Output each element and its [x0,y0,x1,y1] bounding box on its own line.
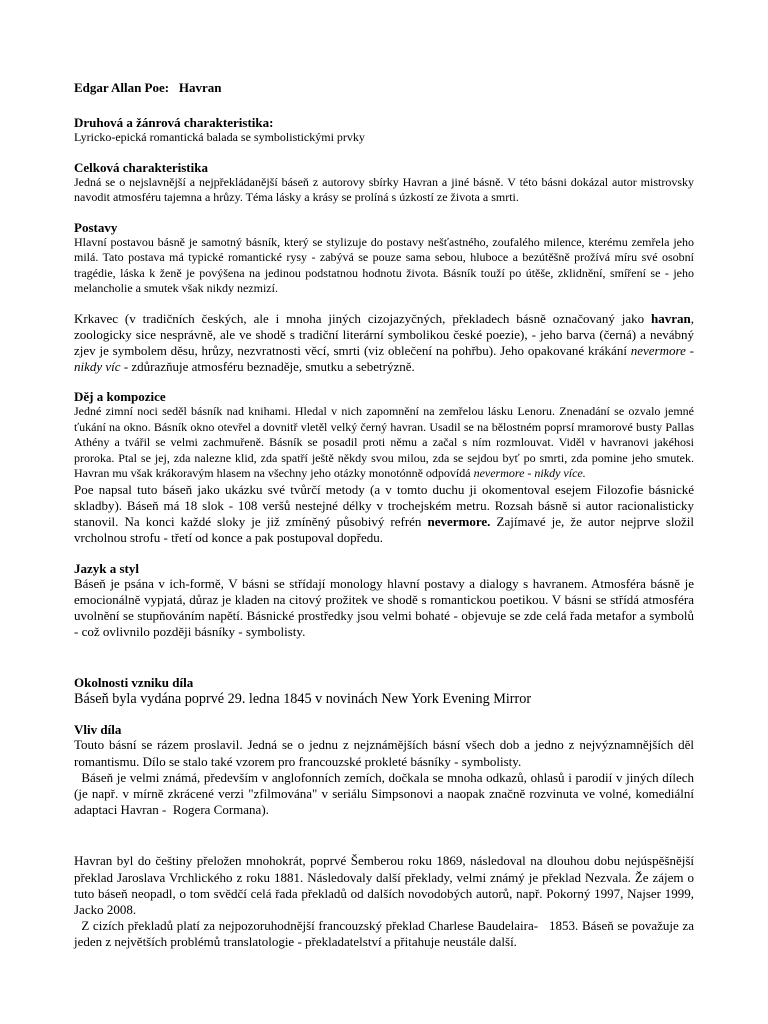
section-heading-jazyk: Jazyk a styl [74,560,139,576]
section-heading-okolnosti: Okolnosti vzniku díla [74,675,194,691]
section-heading-postavy: Postavy [74,219,118,235]
text-run: - zdůrazňuje atmosféru beznaděje, smutku a sebetrýzně. [120,359,415,375]
document-title: Edgar Allan Poe: Havran [74,80,222,95]
section-text-vliv-1: Touto básní se rázem proslavil. Jedná se o jednu z nejznámějších básní všech dob a jedno z nejvýznamnějších děl romantismu. Dílo se stalo také vzorem pro francouzské prokleté básníky - symbolisty. [74,737,694,769]
section-heading-dej: Děj a kompozice [74,389,166,405]
paragraph-krkavec [74,311,694,376]
section-text-dej-1 [74,404,694,482]
section-heading-celkova: Celková charakteristika [74,159,208,175]
text-run: Jedné zimní noci seděl básník nad knihami. Hledal v nich zapomnění na zemřelou lásku Lenoru. Znenadání se ozvalo jemné ťukání na okno. Básník okno otevřel a dovnitř vletěl velký černý havran. Usadil se na bělostném poprsí mramorové busty Pallas Athény a tvářil se velmi zachmuřeně. Básník se posadil proti němu a začal s ním rozmlouvat. Viděl v havranovi jakéhosi proroka. Ptal se jej, zda nalezne klid, zda spatří ještě někdy svou milou, zda se sejdou byť po smrti, zda pomine jeho smutek. Havran mu však krákoravým hlasem na všechny jeho otázky monotónně odpovídá [74,404,694,481]
section-text-vliv-2: Báseň je velmi známá, především v anglofonních zemích, dočkala se mnoha odkazů, ohlasů i parodií v jiných dílech (je např. v mírně zkrácené verzi "zfilmována" v seriálu Simpsonovi a naopak značně rozvinuta ve volné, komediální adaptaci Havran - Rogera Cormana). [74,769,698,818]
quote-nevermore: nevermore - nikdy více. [473,466,586,481]
section-text-jazyk: Báseň je psána v ich-formě, V básni se střídají monology hlavní postavy a dialogy s havranem. Atmosféra básně je emocionálně vypjatá, důraz je kladen na citový prožitek ve shodě s romantickou poetikou. V básni se střídá atmosféra uvolnění se stupňováním napětí. Básnické prostředky jsou velmi bohaté - objevuje se zde celá řada metafor a symbolů - což ovlivnilo později básníky - symbolisty. [74,575,694,640]
section-heading-druhova: Druhová a žánrová charakteristika: [74,115,274,130]
section-text-postavy: Hlavní postavou básně je samotný básník, který se stylizuje do postavy nešťastného, zoufalého milence, kterému zemřela jeho milá. Tato postava má typické romantické rysy - zabývá se pouze sama sebou, hluboce a bezútěšně prožívá míru své osobní tragédie, láska k ženě je povýšena na jedinou podstatnou hodnotu života. Básník touží po útěše, zklidnění, smíření se - jeho melancholie a smutek však nikdy nezmizí. [74,234,694,295]
keyword-havran: havran [651,310,691,326]
quote-nevermore: nevermore - nikdy víc [74,342,695,375]
section-text-celkova: Jedná se o nejslavnější a nejpřekládanější báseň z autorovy sbírky Havran a jiné básně. V této básni dokázal autor mistrovsky navodit atmosféru tajemna a hrůzy. Téma lásky a krásy se prolíná s úzkostí ze života a smrti. [74,174,694,204]
section-text-preklady-1: Havran byl do češtiny přeložen mnohokrát, poprvé Šemberou roku 1869, následoval na dlouhou dobu nejúspěšnější překlad Jaroslava Vrchlického z roku 1881. Následovaly další překlady, velmi známý je překlad Nezvala. Že zájem o tuto báseň neopadl, o tom svědčí celá řada překladů od dalších novodobých autorů, např. Pokorný 1997, Najser 1999, Jacko 2008. [74,853,694,918]
document-page [74,80,698,951]
section-text-okolnosti: Báseň byla vydána poprvé 29. ledna 1845 v novinách New York Evening Mirror [74,691,532,708]
keyword-nevermore: nevermore. [427,514,491,530]
text-run: , zoologicky sice nesprávně, ale ve shodě s tradiční literární symbolikou české poezie), - jeho barva (černá) a nevábný zjev je symbolem děsu, hrůzy, nezvratnosti věcí, smrti (viz oblečení na pohřbu). Jeho opakované krákání [74,310,694,358]
text-run: Krkavec (v tradičních českých, ale i mnoha jiných cizojazyčných, překladech básně označovaný jako [74,310,652,326]
section-text-druhova: Lyricko-epická romantická balada se symbolistickými prvky [74,130,365,144]
section-heading-vliv: Vliv díla [74,722,122,738]
section-text-dej-2 [74,482,694,547]
section-text-preklady-2: Z cizích překladů platí za nejpozoruhodnější francouzský překlad Charlese Baudelaira- 1853. Báseň se považuje za jeden z největších problémů translatologie - překladatelství a přitahuje neustále další. [74,918,698,950]
text-run: Zajímavé je, že autor nejprve složil vrcholnou strofu - třetí od konce a pak postupoval dopředu. [74,514,694,546]
text-run: Poe napsal tuto báseň jako ukázku své tvůrčí metody (a v tomto duchu ji okomentoval esejem Filozofie básnické skladby). Báseň má 18 slok - 108 veršů nestejné délky v trochejském metru. Rozsah básně si autor racionalisticky stanovil. Na konci každé sloky je již zmíněný působivý refrén [74,481,694,530]
